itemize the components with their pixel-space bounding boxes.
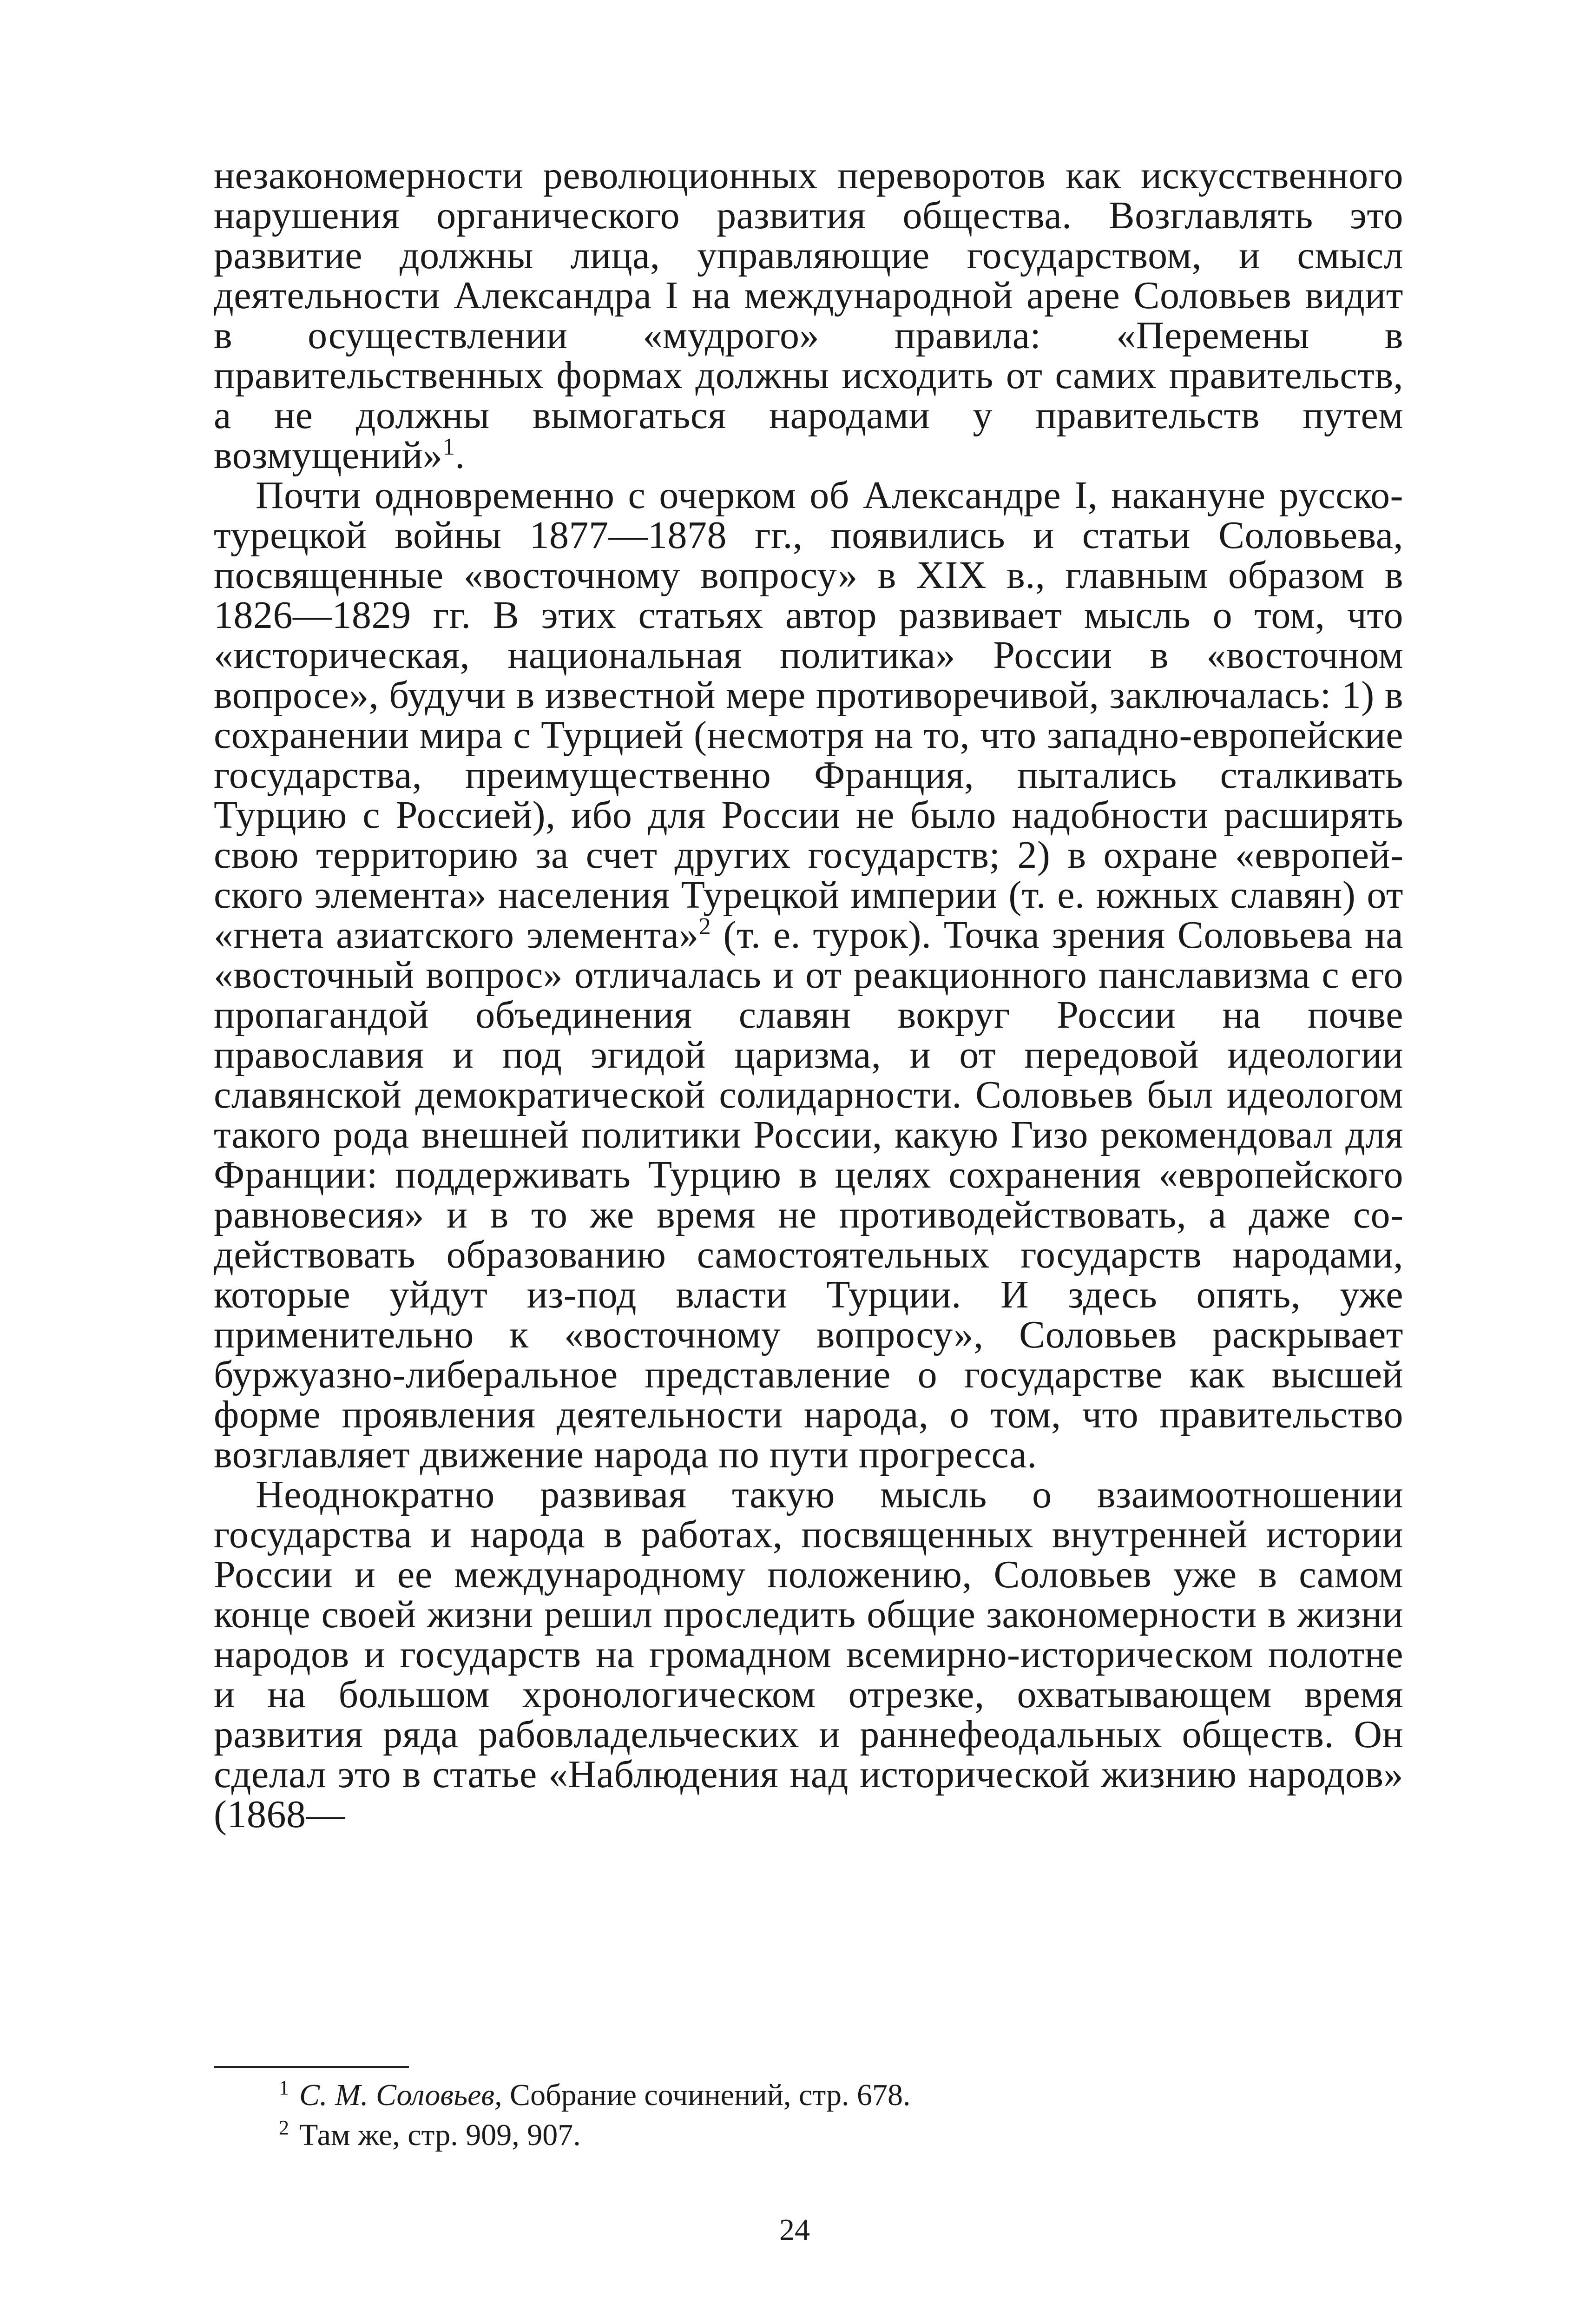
page-body: [214, 156, 1403, 1835]
footnote-1-mark: 1: [279, 2076, 289, 2099]
footnote-ref-2[interactable]: 2: [698, 913, 711, 940]
paragraph-2: [214, 475, 1403, 1475]
paragraph-1-end: .: [455, 434, 465, 477]
footnote-1: [279, 2075, 1403, 2115]
footnote-2-mark: 2: [279, 2116, 289, 2139]
footnote-1-text: Собрание сочинений, стр. 678.: [502, 2078, 911, 2112]
footnote-divider: [214, 2066, 409, 2068]
footnote-2-text: Там же, стр. 909, 907.: [299, 2118, 581, 2152]
paragraph-2-text: Почти одновременно с очерком об Александре I, накануне русско-турецкой войны 1877—1878 гг., появились и статьи Соловьева, посвященные «восточному вопросу» в XIX в., главным образом в 1826—1829 гг. В этих статьях автор развивает мысль о том, что «историческая, национальная политика» России в «восточном вопросе», будучи в известной мере противоречивой, заключалась: 1) в сохранении мира с Турцией (несмотря на то, что западно-европейские государства, преимущественно Франция, пытались сталкивать Турцию с Россией), ибо для России не было надобности расширять свою территорию за счет других государств; 2) в охране «европейского элемента» населения Турецкой империи (т. е. южных славян) от «гнета азиатского элемента»: [214, 474, 1403, 957]
footnote-ref-1[interactable]: 1: [442, 434, 455, 460]
paragraph-1-text: незакономерности революционных переворотов как искусственного нарушения органического развития общества. Возглавлять это развитие должны лица, управляющие государством, и смысл деятельности Александра I на международной арене Соловьев видит в осуществлении «мудрого» правила: «Перемены в правительственных формах должны исходить от самих правительств, а не должны вымогаться народами у правительств путем возмущений»: [214, 154, 1403, 477]
paragraph-1: [214, 156, 1403, 475]
paragraph-3-text: Неоднократно развивая такую мысль о взаимоотношении государства и народа в работах, посвященных внутренней истории России и ее международному положению, Соловьев уже в самом конце своей жизни решил проследить общие закономерности в жизни народов и государств на громадном всемирно-историческом полотне и на большом хронологическом отрезке, охватывающем время развития ряда рабовладельческих и раннефеодальных обществ. Он сделал это в статье «Наблюдения над исторической жизнию народов» (1868—: [214, 1473, 1403, 1836]
footnote-1-author: С. М. Соловьев,: [299, 2078, 502, 2112]
page-number: 24: [779, 2213, 810, 2247]
paragraph-2-continuation: (т. е. турок). Точка зрения Соловьева на «восточный вопрос» отличалась и от реакционного панславизма с его пропагандой объединения славян вокруг России на почве православия и под эгидой царизма, и от передовой идеологии славянской демократической солидарности. Соловьев был идеологом такого рода внешней политики России, какую Гизо рекомендовал для Франции: поддерживать Турцию в целях сохранения «европейского равновесия» и в то же время не противодействовать, а даже содействовать образованию самостоятельных государств народами, которые уйдут из-под власти Турции. И здесь опять, уже применительно к «восточному вопросу», Соловьев раскрывает буржуазно-либеральное представление о государстве как высшей форме проявления деятельности народа, о том, что правительство возглавляет движение народа по пути прогресса.: [214, 913, 1403, 1476]
footnotes: [279, 2075, 1403, 2155]
footnote-2: [279, 2115, 1403, 2155]
paragraph-3: [214, 1475, 1403, 1835]
